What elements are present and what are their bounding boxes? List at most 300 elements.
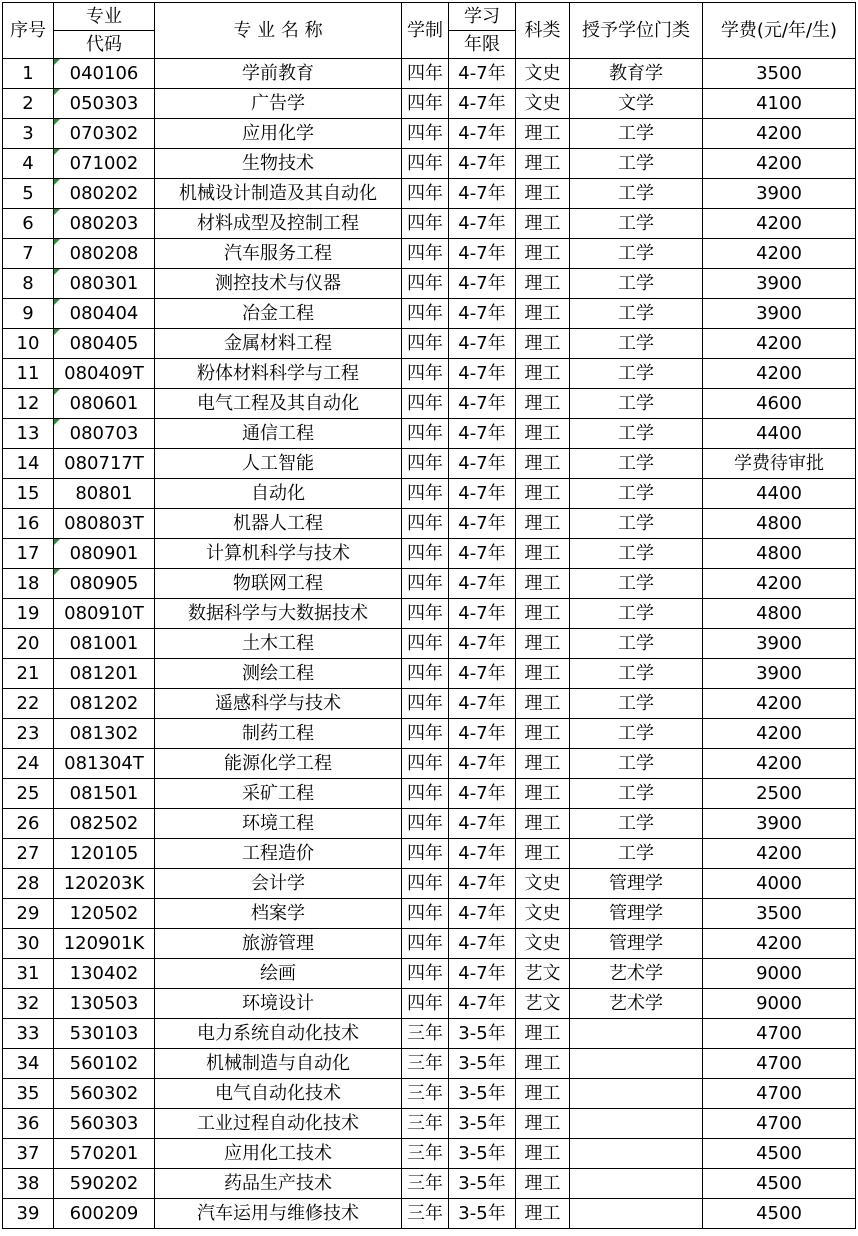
cell-degree bbox=[570, 779, 703, 809]
cell-category-text: 文史 bbox=[524, 62, 561, 84]
cell-name-text: 人工智能 bbox=[242, 452, 314, 474]
cell-system bbox=[402, 1079, 449, 1109]
cell-name bbox=[155, 929, 402, 959]
header-category: 科类 bbox=[516, 3, 570, 59]
cell-category-text: 理工 bbox=[524, 722, 561, 744]
cell-indicator-triangle bbox=[54, 59, 60, 65]
cell-seq-text: 26 bbox=[16, 812, 40, 834]
cell-degree bbox=[570, 1049, 703, 1079]
cell-fee bbox=[703, 509, 856, 539]
cell-system-text: 四年 bbox=[407, 212, 443, 234]
cell-years bbox=[449, 539, 516, 569]
cell-fee-text: 4500 bbox=[756, 1202, 802, 1224]
cell-code-text: 130503 bbox=[69, 992, 139, 1014]
cell-system bbox=[402, 119, 449, 149]
cell-seq bbox=[3, 479, 54, 509]
header-fee: 学费(元/年/生) bbox=[703, 3, 856, 59]
cell-degree bbox=[570, 539, 703, 569]
cell-category bbox=[516, 1079, 570, 1109]
table-row bbox=[3, 749, 856, 779]
table-row bbox=[3, 659, 856, 689]
cell-category bbox=[516, 569, 570, 599]
cell-seq-text: 27 bbox=[16, 842, 40, 864]
cell-years-text: 4-7年 bbox=[458, 572, 506, 594]
cell-seq-text: 20 bbox=[16, 632, 40, 654]
cell-category bbox=[516, 269, 570, 299]
cell-fee-text: 3900 bbox=[756, 632, 802, 654]
cell-code bbox=[54, 1079, 155, 1109]
cell-fee bbox=[703, 449, 856, 479]
cell-category-text: 艺文 bbox=[524, 962, 561, 984]
header-code-bottom: 代码 bbox=[86, 33, 122, 55]
cell-seq bbox=[3, 719, 54, 749]
cell-code-text: 560303 bbox=[69, 1112, 139, 1134]
cell-seq-text: 12 bbox=[16, 392, 40, 414]
cell-degree bbox=[570, 1199, 703, 1229]
cell-code-text: 080405 bbox=[69, 332, 139, 354]
cell-system bbox=[402, 239, 449, 269]
cell-indicator-triangle bbox=[54, 419, 60, 425]
cell-name-text: 数据科学与大数据技术 bbox=[188, 602, 368, 624]
cell-degree bbox=[570, 959, 703, 989]
cell-code bbox=[54, 1199, 155, 1229]
cell-name bbox=[155, 689, 402, 719]
cell-years bbox=[449, 509, 516, 539]
cell-seq bbox=[3, 359, 54, 389]
cell-system-text: 三年 bbox=[407, 1172, 443, 1194]
cell-name-text: 计算机科学与技术 bbox=[206, 542, 350, 564]
cell-name bbox=[155, 359, 402, 389]
cell-system-text: 四年 bbox=[407, 692, 443, 714]
cell-fee bbox=[703, 809, 856, 839]
cell-degree-text: 工学 bbox=[618, 542, 654, 564]
cell-seq-text: 7 bbox=[22, 242, 34, 264]
cell-system bbox=[402, 149, 449, 179]
cell-category-text: 艺文 bbox=[524, 992, 561, 1014]
cell-fee bbox=[703, 1139, 856, 1169]
cell-seq-text: 6 bbox=[22, 212, 34, 234]
cell-system-text: 四年 bbox=[407, 572, 443, 594]
table-row bbox=[3, 389, 856, 419]
cell-indicator-triangle bbox=[54, 299, 60, 305]
cell-years bbox=[449, 179, 516, 209]
cell-category bbox=[516, 59, 570, 89]
cell-indicator-triangle bbox=[54, 179, 60, 185]
cell-system bbox=[402, 809, 449, 839]
cell-degree bbox=[570, 389, 703, 419]
cell-category-text: 理工 bbox=[524, 752, 561, 774]
cell-years-text: 4-7年 bbox=[458, 332, 506, 354]
cell-category bbox=[516, 1109, 570, 1139]
cell-category-text: 理工 bbox=[524, 512, 561, 534]
cell-name bbox=[155, 329, 402, 359]
cell-system-text: 四年 bbox=[407, 872, 443, 894]
cell-seq-text: 30 bbox=[16, 932, 40, 954]
cell-name-text: 机器人工程 bbox=[233, 512, 323, 534]
cell-years-text: 4-7年 bbox=[458, 752, 506, 774]
cell-seq bbox=[3, 89, 54, 119]
cell-category-text: 文史 bbox=[524, 92, 561, 114]
cell-name-text: 旅游管理 bbox=[242, 932, 314, 954]
cell-system-text: 三年 bbox=[407, 1022, 443, 1044]
cell-fee bbox=[703, 209, 856, 239]
table-row bbox=[3, 839, 856, 869]
cell-category-text: 理工 bbox=[524, 572, 561, 594]
table-row bbox=[3, 1169, 856, 1199]
cell-years bbox=[449, 959, 516, 989]
cell-category bbox=[516, 419, 570, 449]
cell-code-text: 081001 bbox=[69, 632, 139, 654]
cell-years-text: 4-7年 bbox=[458, 392, 506, 414]
cell-name bbox=[155, 209, 402, 239]
cell-system bbox=[402, 689, 449, 719]
cell-seq bbox=[3, 899, 54, 929]
cell-code-text: 120105 bbox=[69, 842, 139, 864]
cell-degree bbox=[570, 419, 703, 449]
cell-years-text: 4-7年 bbox=[458, 692, 506, 714]
cell-fee bbox=[703, 1199, 856, 1229]
cell-indicator-triangle bbox=[54, 149, 60, 155]
cell-name bbox=[155, 239, 402, 269]
cell-code-text: 081202 bbox=[69, 692, 139, 714]
cell-degree bbox=[570, 629, 703, 659]
cell-seq bbox=[3, 539, 54, 569]
cell-category-text: 理工 bbox=[524, 692, 561, 714]
cell-seq-text: 10 bbox=[16, 332, 40, 354]
cell-years bbox=[449, 449, 516, 479]
cell-code-text: 080901 bbox=[69, 542, 139, 564]
cell-name bbox=[155, 629, 402, 659]
table-row bbox=[3, 179, 856, 209]
cell-code bbox=[54, 1019, 155, 1049]
cell-years bbox=[449, 569, 516, 599]
cell-name bbox=[155, 899, 402, 929]
cell-category-text: 理工 bbox=[524, 1112, 561, 1134]
cell-fee bbox=[703, 779, 856, 809]
cell-code bbox=[54, 239, 155, 269]
cell-seq-text: 38 bbox=[16, 1172, 40, 1194]
cell-seq-text: 9 bbox=[22, 302, 34, 324]
cell-system-text: 四年 bbox=[407, 452, 443, 474]
cell-fee bbox=[703, 629, 856, 659]
cell-seq-text: 35 bbox=[16, 1082, 40, 1104]
cell-name-text: 汽车运用与维修技术 bbox=[197, 1202, 359, 1224]
cell-seq bbox=[3, 179, 54, 209]
cell-code-text: 080803T bbox=[64, 512, 144, 534]
cell-fee bbox=[703, 959, 856, 989]
cell-seq bbox=[3, 869, 54, 899]
cell-years-text: 4-7年 bbox=[458, 122, 506, 144]
table-row bbox=[3, 1079, 856, 1109]
cell-system-text: 四年 bbox=[407, 482, 443, 504]
cell-name-text: 机械设计制造及其自动化 bbox=[179, 182, 377, 204]
cell-name bbox=[155, 1049, 402, 1079]
cell-name bbox=[155, 269, 402, 299]
cell-years-text: 4-7年 bbox=[458, 272, 506, 294]
cell-years bbox=[449, 1019, 516, 1049]
cell-degree-text: 工学 bbox=[618, 512, 654, 534]
cell-degree-text: 工学 bbox=[618, 722, 654, 744]
cell-category-text: 理工 bbox=[524, 272, 561, 294]
cell-fee-text: 4200 bbox=[756, 722, 802, 744]
cell-seq bbox=[3, 239, 54, 269]
cell-years bbox=[449, 389, 516, 419]
cell-fee-text: 4200 bbox=[756, 332, 802, 354]
cell-fee-text: 4200 bbox=[756, 752, 802, 774]
cell-system-text: 四年 bbox=[407, 302, 443, 324]
cell-fee-text: 3900 bbox=[756, 302, 802, 324]
cell-fee bbox=[703, 1169, 856, 1199]
cell-code bbox=[54, 89, 155, 119]
cell-seq-text: 39 bbox=[16, 1202, 40, 1224]
cell-name bbox=[155, 839, 402, 869]
cell-years bbox=[449, 809, 516, 839]
cell-category bbox=[516, 989, 570, 1019]
cell-category-text: 理工 bbox=[524, 632, 561, 654]
cell-seq bbox=[3, 689, 54, 719]
cell-fee-text: 4600 bbox=[756, 392, 802, 414]
cell-system-text: 三年 bbox=[407, 1202, 443, 1224]
table-row bbox=[3, 689, 856, 719]
cell-seq-text: 28 bbox=[16, 872, 40, 894]
cell-system-text: 四年 bbox=[407, 242, 443, 264]
cell-name bbox=[155, 599, 402, 629]
cell-seq-text: 22 bbox=[16, 692, 40, 714]
cell-degree bbox=[570, 359, 703, 389]
cell-category-text: 理工 bbox=[524, 542, 561, 564]
cell-category bbox=[516, 359, 570, 389]
cell-years bbox=[449, 209, 516, 239]
cell-code bbox=[54, 389, 155, 419]
cell-years-text: 4-7年 bbox=[458, 182, 506, 204]
cell-years-text: 4-7年 bbox=[458, 362, 506, 384]
cell-name-text: 粉体材料科学与工程 bbox=[197, 362, 359, 384]
cell-degree-text: 工学 bbox=[618, 812, 654, 834]
cell-years bbox=[449, 59, 516, 89]
cell-seq-text: 8 bbox=[22, 272, 34, 294]
table-row bbox=[3, 209, 856, 239]
cell-name-text: 测控技术与仪器 bbox=[215, 272, 341, 294]
cell-name-text: 金属材料工程 bbox=[224, 332, 332, 354]
cell-name-text: 制药工程 bbox=[242, 722, 314, 744]
cell-name-text: 遥感科学与技术 bbox=[215, 692, 341, 714]
cell-system bbox=[402, 1109, 449, 1139]
cell-fee bbox=[703, 179, 856, 209]
cell-fee-text: 3900 bbox=[756, 812, 802, 834]
header-code-top: 专业 bbox=[54, 3, 154, 31]
cell-system-text: 四年 bbox=[407, 422, 443, 444]
table-row bbox=[3, 299, 856, 329]
table-row bbox=[3, 1199, 856, 1229]
cell-degree bbox=[570, 479, 703, 509]
cell-fee bbox=[703, 419, 856, 449]
cell-degree bbox=[570, 989, 703, 1019]
cell-category-text: 理工 bbox=[524, 482, 561, 504]
cell-system bbox=[402, 419, 449, 449]
cell-seq bbox=[3, 59, 54, 89]
cell-seq bbox=[3, 1079, 54, 1109]
cell-category bbox=[516, 959, 570, 989]
cell-years-text: 3-5年 bbox=[458, 1142, 506, 1164]
table-row bbox=[3, 149, 856, 179]
cell-code-text: 080905 bbox=[69, 572, 139, 594]
cell-seq bbox=[3, 659, 54, 689]
cell-category-text: 理工 bbox=[524, 1172, 561, 1194]
cell-system-text: 四年 bbox=[407, 272, 443, 294]
cell-fee-text: 4700 bbox=[756, 1112, 802, 1134]
cell-fee-text: 4200 bbox=[756, 842, 802, 864]
cell-degree bbox=[570, 149, 703, 179]
cell-seq bbox=[3, 839, 54, 869]
cell-degree-text: 教育学 bbox=[609, 62, 663, 84]
cell-fee-text: 4800 bbox=[756, 602, 802, 624]
cell-code bbox=[54, 899, 155, 929]
cell-code bbox=[54, 1109, 155, 1139]
cell-system-text: 四年 bbox=[407, 92, 443, 114]
cell-system bbox=[402, 1019, 449, 1049]
cell-code bbox=[54, 179, 155, 209]
cell-code bbox=[54, 629, 155, 659]
cell-degree-text: 工学 bbox=[618, 692, 654, 714]
cell-years bbox=[449, 1079, 516, 1109]
cell-name bbox=[155, 989, 402, 1019]
cell-degree-text: 工学 bbox=[618, 122, 654, 144]
cell-degree bbox=[570, 209, 703, 239]
cell-degree bbox=[570, 1079, 703, 1109]
cell-system bbox=[402, 359, 449, 389]
cell-degree bbox=[570, 119, 703, 149]
cell-years-text: 4-7年 bbox=[458, 962, 506, 984]
cell-degree-text: 工学 bbox=[618, 662, 654, 684]
cell-name-text: 生物技术 bbox=[242, 152, 314, 174]
cell-fee-text: 4500 bbox=[756, 1172, 802, 1194]
cell-fee bbox=[703, 1079, 856, 1109]
cell-fee-text: 4400 bbox=[756, 422, 802, 444]
cell-fee bbox=[703, 569, 856, 599]
cell-degree bbox=[570, 239, 703, 269]
cell-fee-text: 4100 bbox=[756, 92, 802, 114]
cell-years bbox=[449, 1139, 516, 1169]
cell-seq bbox=[3, 149, 54, 179]
cell-code-text: 080601 bbox=[69, 392, 139, 414]
cell-code bbox=[54, 869, 155, 899]
cell-name-text: 土木工程 bbox=[242, 632, 314, 654]
cell-seq bbox=[3, 389, 54, 419]
cell-fee-text: 4200 bbox=[756, 212, 802, 234]
cell-category-text: 理工 bbox=[524, 782, 561, 804]
cell-system-text: 四年 bbox=[407, 332, 443, 354]
cell-name-text: 自动化 bbox=[251, 482, 305, 504]
cell-fee bbox=[703, 719, 856, 749]
cell-category bbox=[516, 659, 570, 689]
cell-name bbox=[155, 569, 402, 599]
cell-fee-text: 4800 bbox=[756, 542, 802, 564]
cell-system bbox=[402, 749, 449, 779]
cell-code-text: 080301 bbox=[69, 272, 139, 294]
cell-category bbox=[516, 539, 570, 569]
cell-fee bbox=[703, 239, 856, 269]
header-years-top: 学习 bbox=[449, 3, 515, 31]
cell-name bbox=[155, 749, 402, 779]
cell-system-text: 四年 bbox=[407, 842, 443, 864]
cell-degree bbox=[570, 749, 703, 779]
cell-seq bbox=[3, 629, 54, 659]
cell-category-text: 文史 bbox=[524, 932, 561, 954]
cell-degree bbox=[570, 689, 703, 719]
cell-category-text: 理工 bbox=[524, 152, 561, 174]
cell-fee-text: 4400 bbox=[756, 482, 802, 504]
cell-years-text: 3-5年 bbox=[458, 1172, 506, 1194]
cell-years bbox=[449, 1169, 516, 1199]
cell-system bbox=[402, 179, 449, 209]
cell-degree bbox=[570, 449, 703, 479]
cell-seq bbox=[3, 1169, 54, 1199]
cell-category-text: 文史 bbox=[524, 872, 561, 894]
cell-seq bbox=[3, 929, 54, 959]
cell-category-text: 理工 bbox=[524, 1142, 561, 1164]
cell-degree bbox=[570, 929, 703, 959]
cell-years-text: 3-5年 bbox=[458, 1052, 506, 1074]
cell-years-text: 4-7年 bbox=[458, 632, 506, 654]
cell-code-text: 560302 bbox=[69, 1082, 139, 1104]
cell-years bbox=[449, 719, 516, 749]
cell-category bbox=[516, 689, 570, 719]
cell-category-text: 理工 bbox=[524, 452, 561, 474]
cell-code bbox=[54, 359, 155, 389]
cell-system bbox=[402, 719, 449, 749]
cell-name-text: 汽车服务工程 bbox=[224, 242, 332, 264]
cell-category bbox=[516, 329, 570, 359]
cell-name bbox=[155, 389, 402, 419]
cell-category bbox=[516, 839, 570, 869]
cell-name-text: 电力系统自动化技术 bbox=[197, 1022, 359, 1044]
table-row bbox=[3, 869, 856, 899]
cell-category bbox=[516, 299, 570, 329]
cell-years bbox=[449, 749, 516, 779]
cell-seq bbox=[3, 299, 54, 329]
cell-code-text: 530103 bbox=[69, 1022, 139, 1044]
cell-code bbox=[54, 929, 155, 959]
table-row bbox=[3, 329, 856, 359]
cell-degree bbox=[570, 599, 703, 629]
cell-name-text: 广告学 bbox=[251, 92, 305, 114]
cell-degree-text: 工学 bbox=[618, 182, 654, 204]
table-row bbox=[3, 89, 856, 119]
program-table bbox=[2, 2, 856, 1229]
cell-name bbox=[155, 449, 402, 479]
cell-fee-text: 3900 bbox=[756, 662, 802, 684]
cell-category-text: 理工 bbox=[524, 362, 561, 384]
cell-code-text: 080202 bbox=[69, 182, 139, 204]
cell-category bbox=[516, 719, 570, 749]
cell-code bbox=[54, 149, 155, 179]
cell-degree-text: 工学 bbox=[618, 392, 654, 414]
cell-seq-text: 23 bbox=[16, 722, 40, 744]
cell-fee-text: 4700 bbox=[756, 1022, 802, 1044]
cell-seq-text: 13 bbox=[16, 422, 40, 444]
cell-code bbox=[54, 719, 155, 749]
cell-system-text: 四年 bbox=[407, 632, 443, 654]
cell-degree-text: 管理学 bbox=[609, 872, 663, 894]
cell-years bbox=[449, 869, 516, 899]
cell-degree-text: 工学 bbox=[618, 482, 654, 504]
cell-code-text: 081302 bbox=[69, 722, 139, 744]
cell-system bbox=[402, 869, 449, 899]
cell-name-text: 电气自动化技术 bbox=[215, 1082, 341, 1104]
cell-indicator-triangle bbox=[54, 119, 60, 125]
cell-years bbox=[449, 149, 516, 179]
cell-category-text: 理工 bbox=[524, 422, 561, 444]
